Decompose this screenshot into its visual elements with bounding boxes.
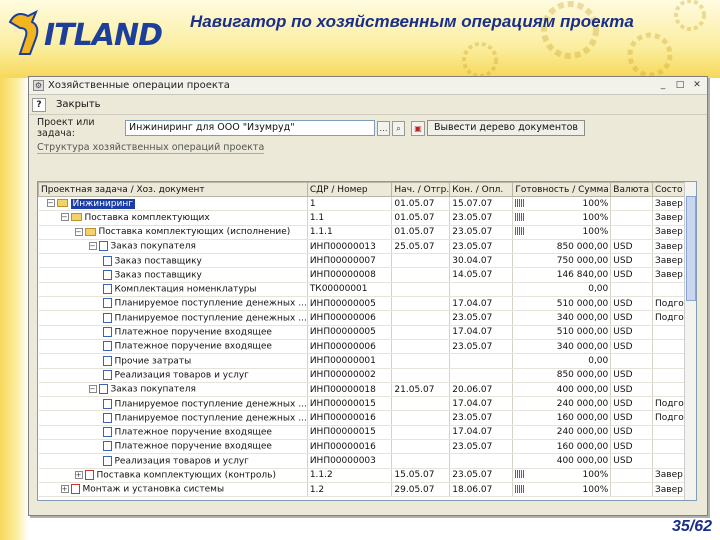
start-date-cell <box>392 354 450 368</box>
task-name: Планируемое поступление денежных ... <box>114 298 307 309</box>
currency-cell: USD <box>611 440 653 454</box>
document-icon <box>103 313 112 323</box>
document-icon <box>103 256 112 266</box>
readiness-sum-cell <box>513 397 611 411</box>
readiness-sum-cell <box>513 454 611 468</box>
table-row[interactable] <box>39 482 696 496</box>
column-header[interactable]: Нач. / Отгр. <box>392 183 450 197</box>
document-icon <box>103 270 112 280</box>
currency-cell: USD <box>611 239 653 253</box>
folder-icon <box>85 228 96 236</box>
document-icon <box>103 399 112 409</box>
start-date-cell <box>392 425 450 439</box>
currency-cell <box>611 197 653 211</box>
task-name: Поставка комплектующих <box>84 212 210 223</box>
sum-value: 750 000,00 <box>556 255 609 266</box>
start-date-cell: 01.05.07 <box>392 225 450 239</box>
section-label: Структура хозяйственных операций проекта <box>37 142 265 153</box>
document-icon <box>99 241 108 251</box>
end-date-cell: 23.05.07 <box>450 468 513 482</box>
logo-text: ITLAND <box>44 18 162 53</box>
task-name: Планируемое поступление денежных ... <box>114 399 307 410</box>
sum-value: 146 840,00 <box>556 270 609 281</box>
end-date-cell: 17.04.07 <box>450 325 513 339</box>
maximize-icon[interactable]: □ <box>675 79 685 90</box>
task-cell[interactable] <box>39 325 308 339</box>
task-name: Реализация товаров и услуг <box>114 456 249 467</box>
document-icon <box>103 456 112 466</box>
table-row[interactable] <box>39 197 696 211</box>
number-cell: ИНП00000016 <box>307 411 392 425</box>
table-row[interactable] <box>39 440 696 454</box>
slide-title: Навигатор по хозяйственным операциям проекта <box>190 12 634 31</box>
document-icon <box>99 384 108 394</box>
start-date-cell: 21.05.07 <box>392 382 450 396</box>
sum-value: 240 000,00 <box>556 398 609 409</box>
currency-cell: USD <box>611 368 653 382</box>
table-row[interactable] <box>39 282 696 296</box>
expander-icon[interactable]: − <box>75 227 82 236</box>
end-date-cell: 15.07.07 <box>450 197 513 211</box>
end-date-cell: 17.04.07 <box>450 425 513 439</box>
end-date-cell: 23.05.07 <box>450 239 513 253</box>
end-date-cell: 17.04.07 <box>450 297 513 311</box>
document-icon <box>103 441 112 451</box>
progress-chart-icon <box>515 485 525 493</box>
task-name: Планируемое поступление денежных ... <box>114 313 307 324</box>
task-cell[interactable] <box>39 425 308 439</box>
number-cell: ИНП00000007 <box>307 254 392 268</box>
currency-cell <box>611 354 653 368</box>
task-name: Поставка комплектующих (исполнение) <box>98 227 291 238</box>
start-date-cell <box>392 297 450 311</box>
expander-icon[interactable]: − <box>89 385 96 394</box>
expander-icon[interactable]: − <box>47 199 54 208</box>
window-titlebar <box>29 77 707 95</box>
sum-value: 100% <box>582 470 609 481</box>
state-cell: Завер <box>652 254 695 268</box>
readiness-sum-cell <box>513 482 611 496</box>
document-icon <box>103 413 112 423</box>
task-cell[interactable] <box>39 311 308 325</box>
task-cell[interactable] <box>39 254 308 268</box>
number-cell: ТК00000001 <box>307 282 392 296</box>
currency-cell: USD <box>611 254 653 268</box>
end-date-cell: 30.04.07 <box>450 254 513 268</box>
number-cell: ИНП00000005 <box>307 297 392 311</box>
readiness-sum-cell <box>513 254 611 268</box>
readiness-sum-cell <box>513 325 611 339</box>
readiness-sum-cell <box>513 197 611 211</box>
start-date-cell: 01.05.07 <box>392 211 450 225</box>
currency-cell <box>611 211 653 225</box>
column-header[interactable]: Валюта <box>611 183 653 197</box>
number-cell: ИНП00000008 <box>307 268 392 282</box>
table-row[interactable] <box>39 411 696 425</box>
table-row[interactable] <box>39 239 696 253</box>
sum-value: 340 000,00 <box>556 341 609 352</box>
task-name: Платежное поручение входящее <box>114 427 272 438</box>
state-cell: Завер <box>652 268 695 282</box>
column-header[interactable]: Состо <box>652 183 695 197</box>
sum-value: 160 000,00 <box>556 413 609 424</box>
task-name: Планируемое поступление денежных ... <box>114 413 307 424</box>
currency-cell <box>611 225 653 239</box>
task-cell[interactable] <box>39 297 308 311</box>
document-icon <box>103 298 112 308</box>
page-number: 35/62 <box>671 518 712 535</box>
document-icon <box>103 341 112 351</box>
task-name: Инжиниринг <box>72 198 133 209</box>
operations-grid <box>37 181 697 501</box>
minimize-icon[interactable]: _ <box>660 79 666 90</box>
number-cell: 1.2 <box>307 482 392 496</box>
start-date-cell <box>392 325 450 339</box>
end-date-cell <box>450 368 513 382</box>
currency-cell: USD <box>611 411 653 425</box>
number-cell: ИНП00000013 <box>307 239 392 253</box>
end-date-cell: 23.05.07 <box>450 211 513 225</box>
readiness-sum-cell <box>513 382 611 396</box>
sum-value: 400 000,00 <box>556 384 609 395</box>
start-date-cell <box>392 268 450 282</box>
table-row[interactable] <box>39 297 696 311</box>
currency-cell: USD <box>611 268 653 282</box>
readiness-sum-cell <box>513 297 611 311</box>
task-name: Заказ поставщику <box>114 256 202 267</box>
sum-value: 100% <box>582 212 609 223</box>
sum-value: 240 000,00 <box>556 427 609 438</box>
task-name: Комплектация номенклатуры <box>114 284 257 295</box>
currency-cell: USD <box>611 425 653 439</box>
readiness-sum-cell <box>513 282 611 296</box>
number-cell: ИНП00000002 <box>307 368 392 382</box>
task-cell[interactable] <box>39 468 308 482</box>
readiness-sum-cell <box>513 311 611 325</box>
end-date-cell: 23.05.07 <box>450 411 513 425</box>
task-cell[interactable] <box>39 282 308 296</box>
table-row[interactable] <box>39 354 696 368</box>
state-cell: Подго <box>652 311 695 325</box>
slide-left-strip <box>0 78 28 540</box>
sum-value: 850 000,00 <box>556 370 609 381</box>
readiness-sum-cell <box>513 211 611 225</box>
end-date-cell <box>450 282 513 296</box>
app-icon: ⚙ <box>34 81 43 90</box>
state-cell: Подго <box>652 297 695 311</box>
start-date-cell <box>392 311 450 325</box>
number-cell: 1.1.1 <box>307 225 392 239</box>
readiness-sum-cell <box>513 368 611 382</box>
task-name: Прочие затраты <box>114 356 192 367</box>
table-row[interactable] <box>39 454 696 468</box>
sum-value: 100% <box>582 484 609 495</box>
start-date-cell <box>392 282 450 296</box>
number-cell: ИНП00000015 <box>307 397 392 411</box>
table-row[interactable] <box>39 311 696 325</box>
task-cell[interactable] <box>39 211 308 225</box>
number-cell: ИНП00000005 <box>307 325 392 339</box>
end-date-cell: 17.04.07 <box>450 397 513 411</box>
itland-logo <box>6 8 162 58</box>
start-date-cell <box>392 440 450 454</box>
currency-cell: USD <box>611 454 653 468</box>
readiness-sum-cell <box>513 468 611 482</box>
output-tree-button[interactable]: Вывести дерево документов <box>427 120 585 136</box>
state-cell: Завер <box>652 211 695 225</box>
start-date-cell: 29.05.07 <box>392 482 450 496</box>
start-date-cell: 25.05.07 <box>392 239 450 253</box>
currency-cell <box>611 282 653 296</box>
task-name: Платежное поручение входящее <box>114 327 272 338</box>
readiness-sum-cell <box>513 225 611 239</box>
currency-cell: USD <box>611 382 653 396</box>
end-date-cell: 23.05.07 <box>450 440 513 454</box>
operations-window <box>28 76 708 516</box>
sum-value: 510 000,00 <box>556 327 609 338</box>
column-header[interactable]: СДР / Номер <box>307 183 392 197</box>
document-icon <box>103 356 112 366</box>
table-row[interactable] <box>39 382 696 396</box>
task-cell[interactable] <box>39 382 308 396</box>
readiness-sum-cell <box>513 411 611 425</box>
readiness-sum-cell <box>513 268 611 282</box>
state-cell: Подго <box>652 411 695 425</box>
document-icon <box>103 284 112 294</box>
task-name: Поставка комплектующих (контроль) <box>96 470 276 481</box>
readiness-sum-cell <box>513 354 611 368</box>
state-cell: Завер <box>652 468 695 482</box>
task-cell[interactable] <box>39 454 308 468</box>
start-date-cell: 01.05.07 <box>392 197 450 211</box>
sum-value: 0,00 <box>588 355 609 366</box>
end-date-cell: 18.06.07 <box>450 482 513 496</box>
column-header[interactable]: Кон. / Опл. <box>450 183 513 197</box>
task-cell[interactable] <box>39 197 308 211</box>
table-row[interactable] <box>39 325 696 339</box>
close-button[interactable]: Закрыть <box>56 99 101 110</box>
currency-cell: USD <box>611 311 653 325</box>
table-row[interactable] <box>39 254 696 268</box>
start-date-cell: 15.05.07 <box>392 468 450 482</box>
task-cell[interactable] <box>39 225 308 239</box>
document-icon <box>85 470 94 480</box>
vertical-scrollbar[interactable] <box>684 182 696 500</box>
number-cell: ИНП00000003 <box>307 454 392 468</box>
task-cell[interactable] <box>39 440 308 454</box>
window-title: Хозяйственные операции проекта <box>48 80 230 91</box>
sum-value: 400 000,00 <box>556 455 609 466</box>
progress-chart-icon <box>515 199 525 207</box>
expander-icon[interactable]: + <box>61 485 68 494</box>
table-header-row <box>39 183 696 197</box>
sum-value: 0,00 <box>588 284 609 295</box>
start-date-cell <box>392 397 450 411</box>
progress-chart-icon <box>515 227 525 235</box>
table-row[interactable] <box>39 211 696 225</box>
state-cell: Завер <box>652 482 695 496</box>
readiness-sum-cell <box>513 239 611 253</box>
sum-value: 100% <box>582 227 609 238</box>
table-row[interactable] <box>39 225 696 239</box>
toolbar <box>29 95 707 115</box>
column-header[interactable]: Проектная задача / Хоз. документ <box>39 183 308 197</box>
readiness-sum-cell <box>513 425 611 439</box>
folder-icon <box>57 199 68 207</box>
end-date-cell: 20.06.07 <box>450 382 513 396</box>
start-date-cell <box>392 339 450 353</box>
close-icon[interactable]: ✕ <box>693 79 701 90</box>
end-date-cell <box>450 454 513 468</box>
task-cell[interactable] <box>39 368 308 382</box>
sum-value: 340 000,00 <box>556 313 609 324</box>
number-cell: ИНП00000015 <box>307 425 392 439</box>
task-cell[interactable] <box>39 411 308 425</box>
document-icon <box>71 484 80 494</box>
task-cell[interactable] <box>39 339 308 353</box>
number-cell: ИНП00000006 <box>307 311 392 325</box>
readiness-sum-cell <box>513 339 611 353</box>
currency-cell: USD <box>611 339 653 353</box>
currency-cell: USD <box>611 297 653 311</box>
document-icon <box>103 370 112 380</box>
task-cell[interactable] <box>39 397 308 411</box>
search-icon[interactable]: ⌕ <box>392 121 405 136</box>
scrollbar-thumb[interactable] <box>686 196 696 301</box>
currency-cell <box>611 482 653 496</box>
table-row[interactable] <box>39 339 696 353</box>
number-cell: 1.1.2 <box>307 468 392 482</box>
end-date-cell <box>450 354 513 368</box>
help-button[interactable]: ? <box>32 98 46 112</box>
table-row[interactable] <box>39 268 696 282</box>
start-date-cell <box>392 368 450 382</box>
task-cell[interactable] <box>39 354 308 368</box>
table-row[interactable] <box>39 368 696 382</box>
progress-chart-icon <box>515 213 525 221</box>
number-cell: ИНП00000001 <box>307 354 392 368</box>
column-header[interactable]: Готовность / Сумма <box>513 183 611 197</box>
task-name: Заказ покупателя <box>110 241 196 252</box>
sum-value: 160 000,00 <box>556 441 609 452</box>
start-date-cell <box>392 411 450 425</box>
table-row[interactable] <box>39 468 696 482</box>
expander-icon[interactable]: − <box>89 242 96 251</box>
currency-cell: USD <box>611 325 653 339</box>
currency-cell: USD <box>611 397 653 411</box>
document-icon <box>103 327 112 337</box>
end-date-cell: 23.05.07 <box>450 225 513 239</box>
logo-mark-icon <box>6 8 46 58</box>
operations-table <box>38 182 696 497</box>
state-cell: Подго <box>652 397 695 411</box>
number-cell: ИНП00000018 <box>307 382 392 396</box>
task-name: Монтаж и установка системы <box>82 484 225 495</box>
sum-value: 100% <box>582 198 609 209</box>
currency-cell <box>611 468 653 482</box>
select-dots-button[interactable]: … <box>377 121 390 136</box>
start-date-cell <box>392 454 450 468</box>
task-name: Заказ покупателя <box>110 384 196 395</box>
number-cell: 1 <box>307 197 392 211</box>
state-cell: Завер <box>652 197 695 211</box>
state-cell: Завер <box>652 239 695 253</box>
task-input[interactable]: Инжиниринг для ООО "Изумруд" <box>125 120 375 136</box>
end-date-cell: 23.05.07 <box>450 339 513 353</box>
task-name: Платежное поручение входящее <box>114 341 272 352</box>
start-date-cell <box>392 254 450 268</box>
number-cell: ИНП00000006 <box>307 339 392 353</box>
table-row[interactable] <box>39 425 696 439</box>
end-date-cell: 14.05.07 <box>450 268 513 282</box>
task-name: Заказ поставщику <box>114 270 202 281</box>
state-cell: Завер <box>652 225 695 239</box>
expander-icon[interactable]: − <box>61 213 68 222</box>
sum-value: 510 000,00 <box>556 298 609 309</box>
tree-output-icon[interactable]: ▣ <box>411 121 425 136</box>
progress-chart-icon <box>515 470 525 478</box>
task-name: Платежное поручение входящее <box>114 441 272 452</box>
task-cell[interactable] <box>39 482 308 496</box>
task-cell[interactable] <box>39 268 308 282</box>
task-label: Проект или задача: <box>37 117 95 139</box>
task-name: Реализация товаров и услуг <box>114 370 249 381</box>
sum-value: 850 000,00 <box>556 241 609 252</box>
readiness-sum-cell <box>513 440 611 454</box>
table-row[interactable] <box>39 397 696 411</box>
end-date-cell: 23.05.07 <box>450 311 513 325</box>
document-icon <box>103 427 112 437</box>
number-cell: ИНП00000016 <box>307 440 392 454</box>
expander-icon[interactable]: + <box>75 471 82 480</box>
task-form-row <box>29 115 707 141</box>
number-cell: 1.1 <box>307 211 392 225</box>
folder-icon <box>71 213 82 221</box>
task-cell[interactable] <box>39 239 308 253</box>
